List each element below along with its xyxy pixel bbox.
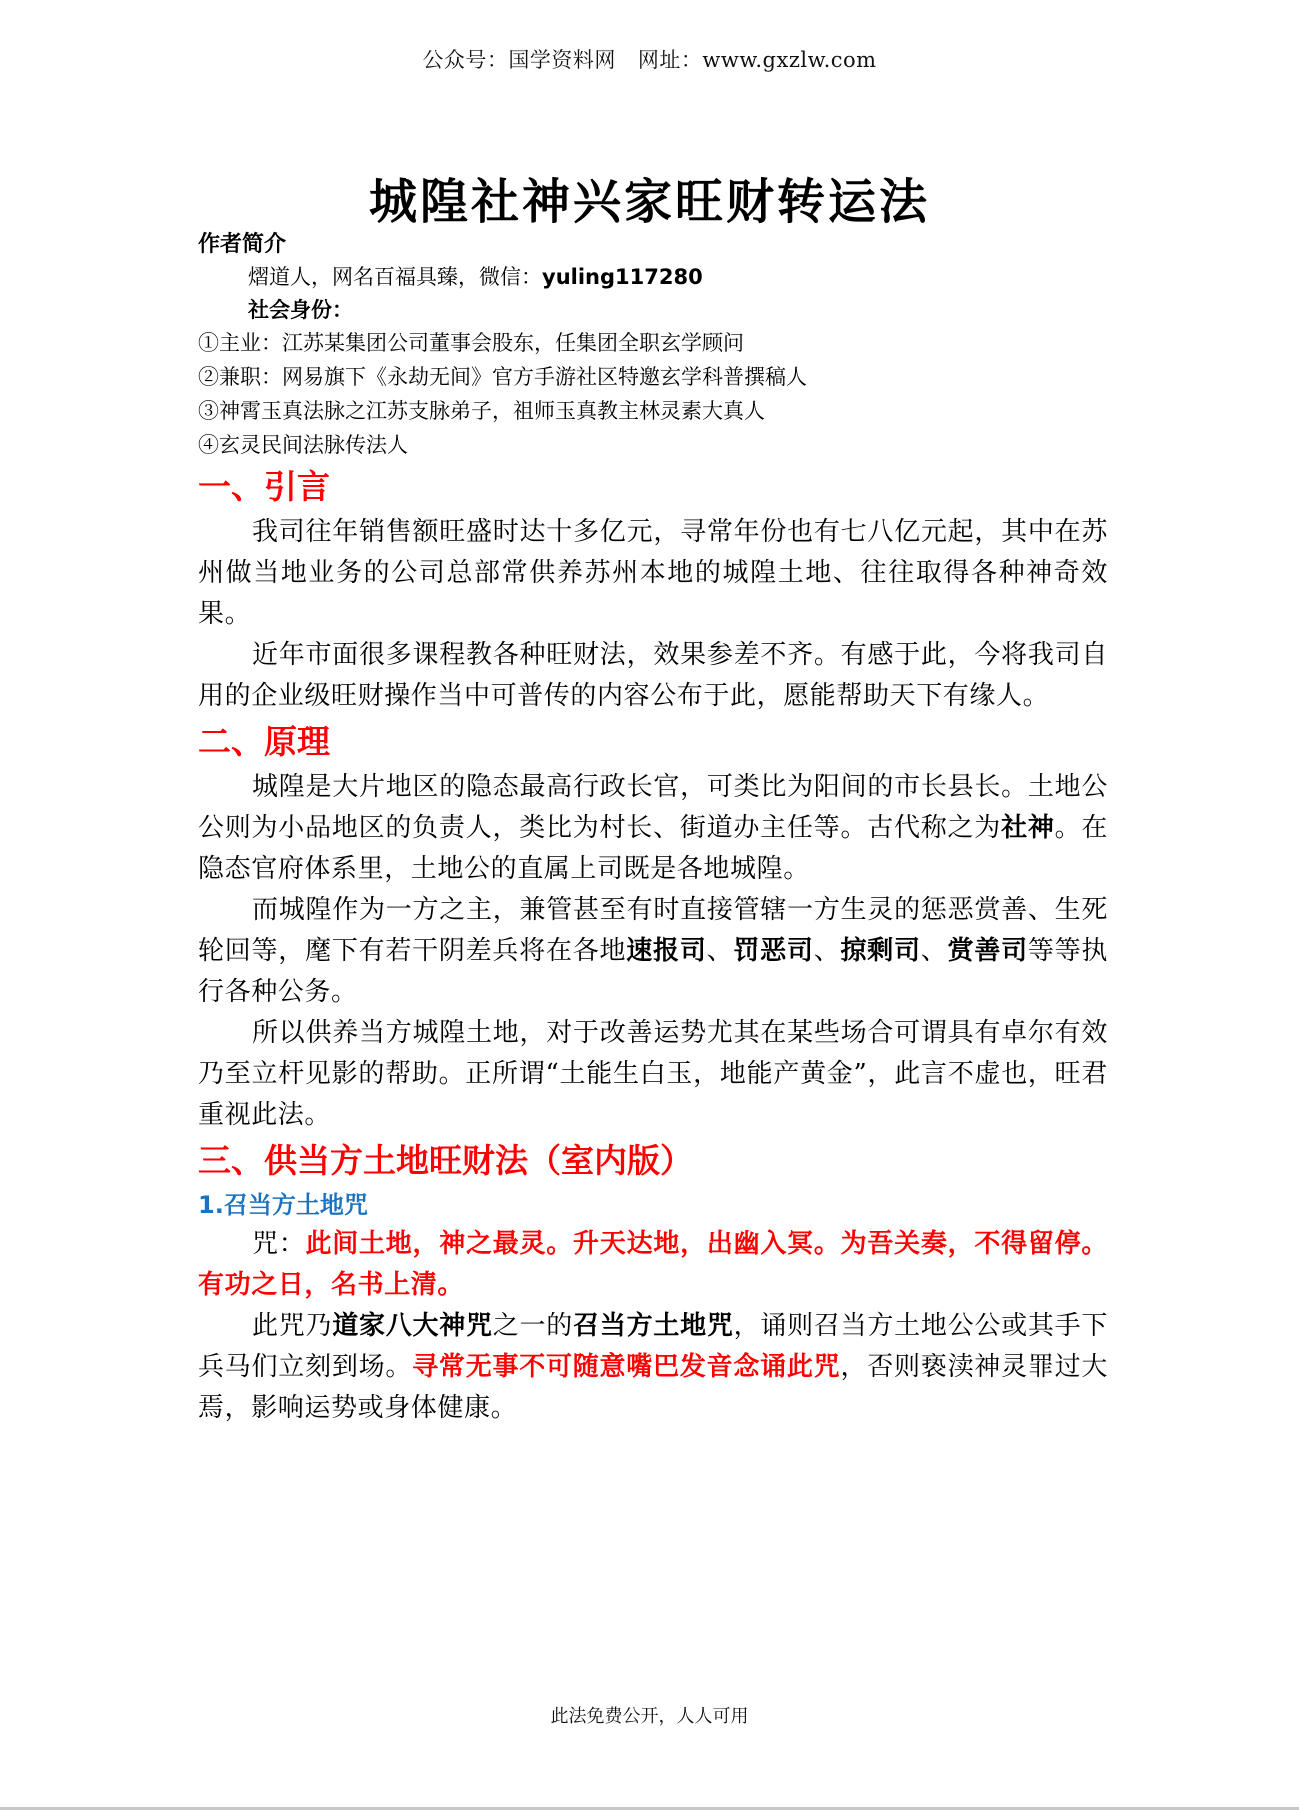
- wechat-id: yuling117280: [542, 265, 703, 289]
- text-run: 而城隍作为一方之主，兼管甚至有时直接管辖一方生灵的惩恶赏善、生死轮回等，麾下有若干阴差兵将在各地: [198, 895, 1108, 966]
- section-heading-introduction: 一、引言: [198, 467, 330, 506]
- text-run: ，否则亵渎神灵罪过大焉，影响运势或身体健康。: [198, 1352, 1108, 1423]
- paragraph: 所以供养当方城隍土地，对于改善运势尤其在某些场合可谓具有卓尔有效乃至立杆见影的帮助。正所谓“土能生白玉，地能产黄金”，此言不虚也，旺君重视此法。: [198, 1018, 1108, 1130]
- bold-term: 掠剩司: [840, 936, 921, 966]
- text-run: 、: [920, 936, 948, 966]
- bold-term: 罚恶司: [733, 936, 814, 966]
- mantra-paragraph: [198, 1224, 1108, 1306]
- bold-term: 道家八大神咒: [332, 1311, 493, 1341]
- subsection-heading-mantra: 1.召当方土地咒: [198, 1191, 368, 1219]
- text-run: 此咒乃: [252, 1311, 333, 1341]
- document-title: 城隍社神兴家旺财转运法: [368, 174, 930, 230]
- author-intro-text: 熠道人，网名百福具臻，微信：: [248, 265, 542, 289]
- role-item: ④玄灵民间法脉传法人: [198, 433, 408, 457]
- bold-term: 召当方土地咒: [573, 1311, 734, 1341]
- text-run: ，诵则召当方土地公公或其手下兵马们立刻到场。: [198, 1311, 1108, 1382]
- section-heading-principle: 二、原理: [198, 722, 330, 761]
- document-body: [198, 230, 1108, 1429]
- paragraph: [198, 767, 1108, 890]
- role-item: ②兼职：网易旗下《永劫无间》官方手游社区特邀玄学科普撰稿人: [198, 365, 807, 389]
- website-label: 网址：www.gxzlw.com: [637, 48, 877, 72]
- role-item: ①主业：江苏某集团公司董事会股东，任集团全职玄学顾问: [198, 331, 744, 355]
- mantra-label: 咒：: [252, 1229, 306, 1259]
- bold-term: 赏善司: [947, 936, 1028, 966]
- mantra-text: 此间土地，神之最灵。升天达地，出幽入冥。为吾关奏，不得留停。有功之日，名书上清。: [198, 1229, 1108, 1300]
- text-run: 之一的: [492, 1311, 574, 1341]
- paragraph: [198, 1306, 1108, 1429]
- roles-heading: 社会身份：: [248, 298, 353, 322]
- text-run: 、: [706, 936, 734, 966]
- bold-term: 速报司: [626, 936, 707, 966]
- text-run: 城隍是大片地区的隐态最高行政长官，可类比为阳间的市长县长。土地公公则为小品地区的负责人，类比为村长、街道办主任等。古代称之为: [198, 772, 1108, 843]
- text-run: 、: [813, 936, 841, 966]
- page-header: [0, 44, 1299, 74]
- text-run: 等等执行各种公务。: [198, 936, 1109, 1007]
- author-intro: [198, 260, 1108, 294]
- text-run: 。在隐态官府体系里，土地公的直属上司既是各地城隍。: [198, 813, 1108, 884]
- footer-note: 此法免费公开，人人可用: [550, 1706, 749, 1727]
- paragraph: 近年市面很多课程教各种旺财法，效果参差不齐。有感于此，今将我司自用的企业级旺财操作当中可普传的内容公布于此，愿能帮助天下有缘人。: [198, 640, 1108, 711]
- role-item: ③神霄玉真法脉之江苏支脉弟子，祖师玉真教主林灵素大真人: [198, 399, 765, 423]
- bold-term: 社神: [1001, 813, 1055, 843]
- warning-text: 寻常无事不可随意嘴巴发音念诵此咒: [412, 1352, 841, 1382]
- paragraph: [198, 890, 1108, 1013]
- section-heading-method: 三、供当方土地旺财法（室内版）: [198, 1141, 693, 1180]
- paragraph: 我司往年销售额旺盛时达十多亿元，寻常年份也有七八亿元起，其中在苏州做当地业务的公司总部常供养苏州本地的城隍土地、往往取得各种神奇效果。: [198, 517, 1108, 629]
- account-label: 公众号：国学资料网: [422, 48, 616, 72]
- author-heading: 作者简介: [198, 232, 287, 257]
